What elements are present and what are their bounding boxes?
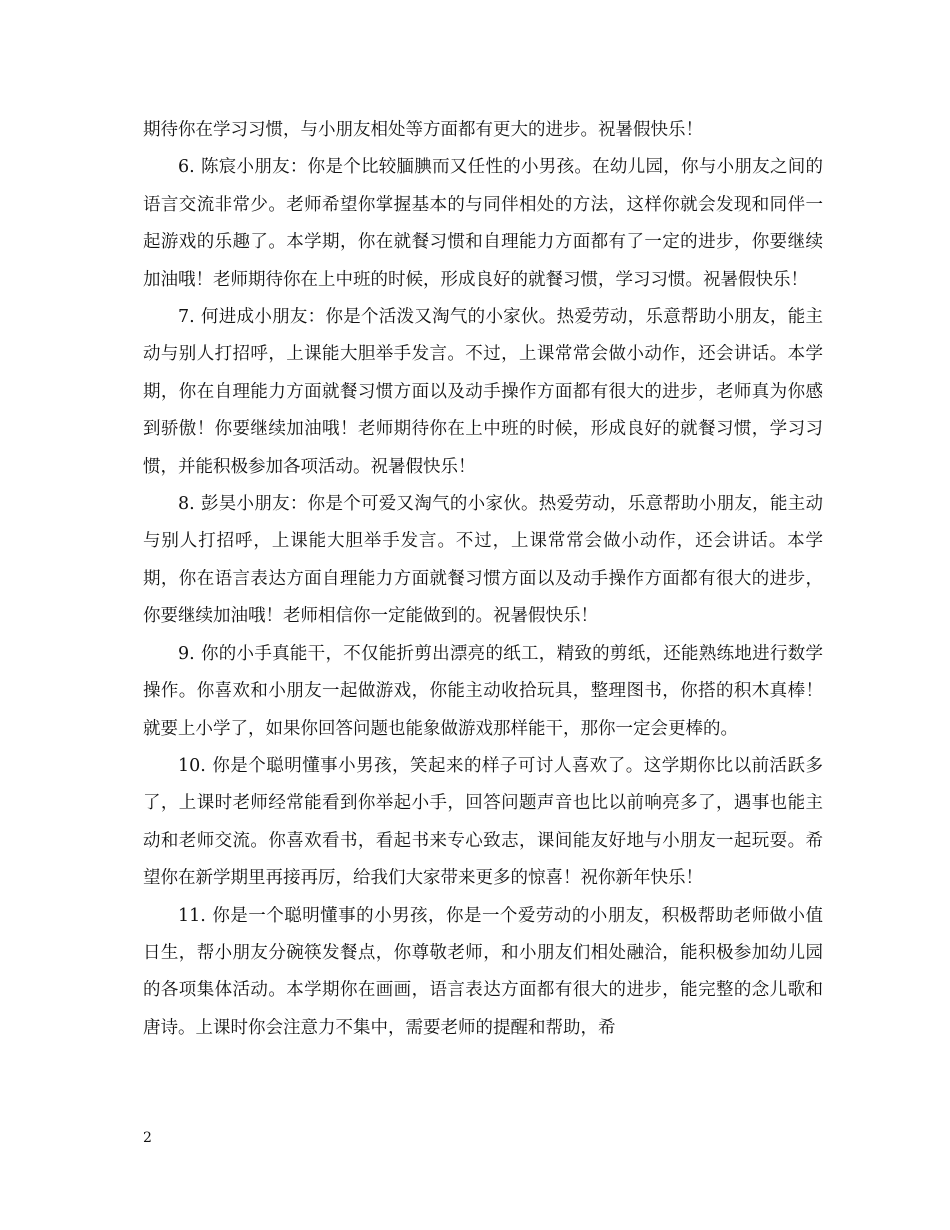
paragraph-text: 你是一个聪明懂事的小男孩，你是一个爱劳动的小朋友，积极帮助老师做小值日生，帮小朋友分碗筷发餐点，你尊敬老师，和小朋友们相处融洽，能积极参加幼儿园的各项集体活动。本学期你在画画，语言表达方面都有很大的进步，能完整的念儿歌和唐诗。上课时你会注意力不集中，需要老师的提醒和帮助，希	[143, 905, 823, 1038]
paragraph-item-10	[143, 748, 823, 898]
paragraph-item-7	[143, 299, 823, 486]
paragraph-number: 11.	[178, 905, 206, 926]
paragraph-item-6	[143, 149, 823, 299]
paragraph-item-9	[143, 636, 823, 748]
paragraph-text: 何进成小朋友：你是个活泼又淘气的小家伙。热爱劳动，乐意帮助小朋友，能主动与别人打招呼，上课能大胆举手发言。不过，上课常常会做小动作，还会讲话。本学期，你在自理能力方面就餐习惯方面以及动手操作方面都有很大的进步，老师真为你感到骄傲！你要继续加油哦！老师期待你在上中班的时候，形成良好的就餐习惯，学习习惯，并能积极参加各项活动。祝暑假快乐！	[143, 307, 823, 477]
paragraph-text: 彭昊小朋友：你是个可爱又淘气的小家伙。热爱劳动，乐意帮助小朋友，能主动与别人打招呼，上课能大胆举手发言。不过，上课常常会做小动作，还会讲话。本学期，你在语言表达方面自理能力方面就餐习惯方面以及动手操作方面都有很大的进步，你要继续加油哦！老师相信你一定能做到的。祝暑假快乐！	[143, 494, 823, 627]
paragraph-text: 期待你在学习习惯，与小朋友相处等方面都有更大的进步。祝暑假快乐！	[143, 120, 703, 140]
page-number: 2	[143, 1130, 152, 1146]
paragraph-text: 你的小手真能干，不仅能折剪出漂亮的纸工，精致的剪纸，还能熟练地进行数学操作。你喜欢和小朋友一起做游戏，你能主动收拾玩具，整理图书，你搭的积木真棒！就要上小学了，如果你回答问题也能象做游戏那样能干，那你一定会更棒的。	[143, 643, 823, 739]
paragraph-text: 你是个聪明懂事小男孩，笑起来的样子可讨人喜欢了。这学期你比以前活跃多了，上课时老师经常能看到你举起小手，回答问题声音也比以前响亮多了，遇事也能主动和老师交流。你喜欢看书，看起书来专心致志，课间能友好地与小朋友一起玩耍。希望你在新学期里再接再厉，给我们大家带来更多的惊喜！祝你新年快乐！	[143, 755, 823, 889]
paragraph-text: 陈宸小朋友：你是个比较腼腆而又任性的小男孩。在幼儿园，你与小朋友之间的语言交流非常少。老师希望你掌握基本的与同伴相处的方法，这样你就会发现和同伴一起游戏的乐趣了。本学期，你在就餐习惯和自理能力方面都有了一定的进步，你要继续加油哦！老师期待你在上中班的时候，形成良好的就餐习惯，学习习惯。祝暑假快乐！	[143, 157, 823, 290]
document-body	[143, 112, 823, 1047]
paragraph-number: 8.	[178, 494, 195, 515]
paragraph-number: 7.	[178, 307, 195, 328]
paragraph-number: 9.	[178, 643, 195, 664]
paragraph-item-11	[143, 898, 823, 1048]
paragraph-item-8	[143, 486, 823, 636]
paragraph-number: 6.	[178, 157, 195, 178]
paragraph-number: 10.	[178, 755, 206, 776]
paragraph-continuation	[143, 112, 823, 149]
